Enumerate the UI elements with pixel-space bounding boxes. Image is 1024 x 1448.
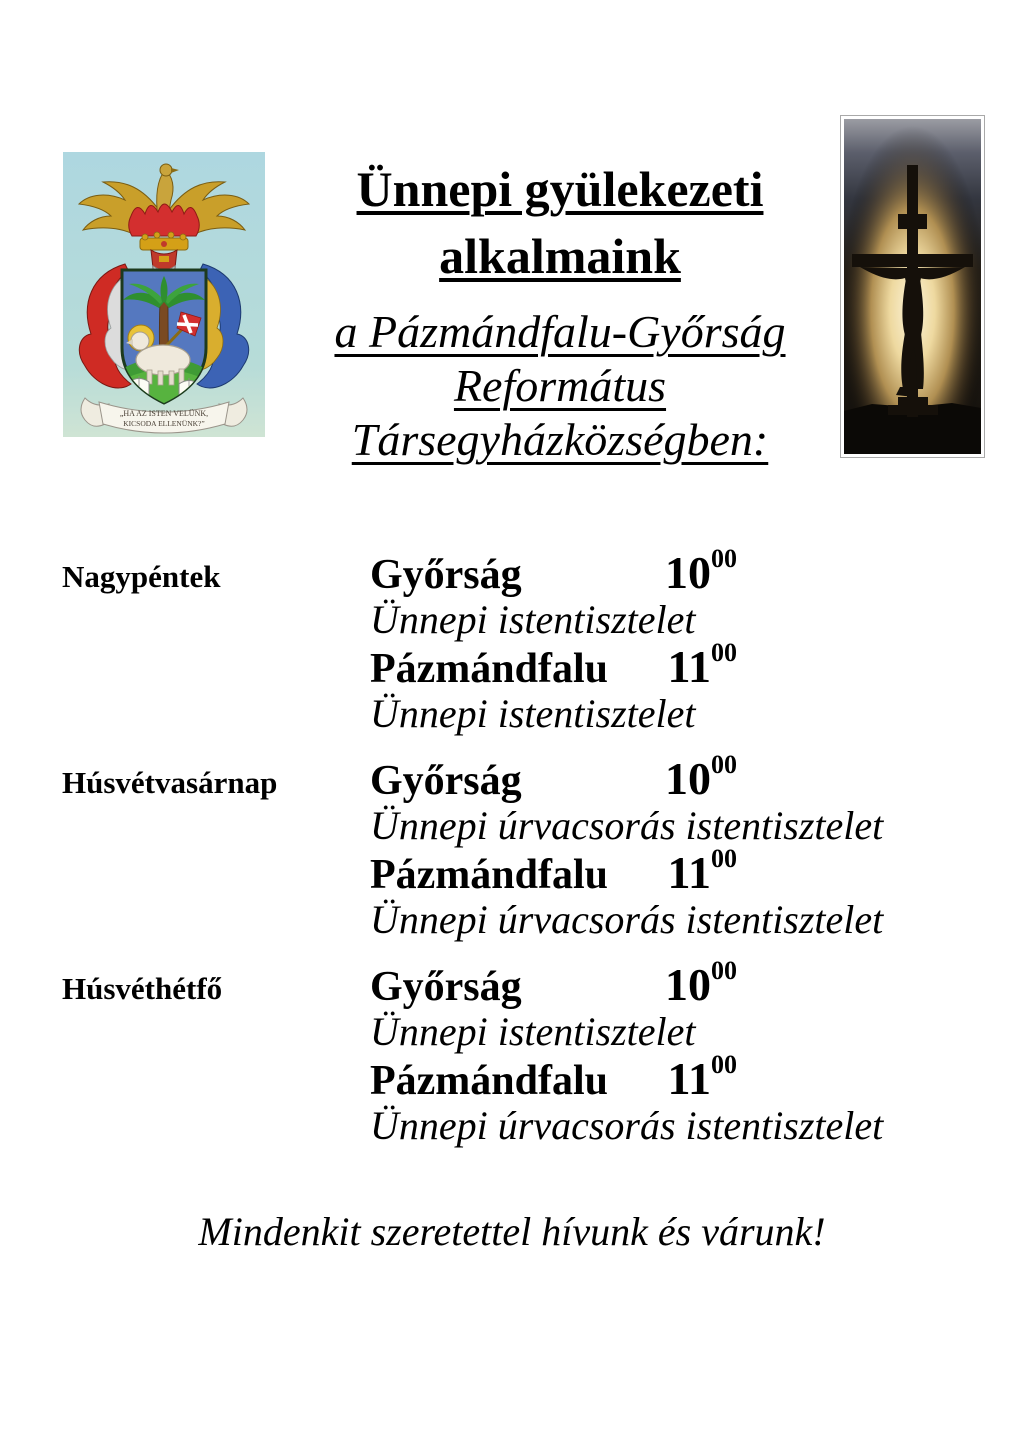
service-minutes: 00: [711, 844, 737, 873]
service-time: [667, 844, 737, 898]
service-description: Ünnepi úrvacsorás istentisztelet: [370, 897, 884, 942]
coat-of-arms-image: [63, 152, 265, 437]
service-minutes: 00: [711, 544, 737, 573]
schedule-row-husvethetfo: [62, 956, 922, 1149]
service-minutes: 00: [711, 750, 737, 779]
motto-text-line1: „HA AZ ISTEN VELÜNK,: [119, 409, 209, 418]
service-time: [665, 750, 737, 804]
title-line-1: Ünnepi gyülekezeti: [356, 161, 764, 217]
subtitle-line-1: a Pázmándfalu-Győrság: [334, 306, 786, 357]
coat-of-arms-graphic: [63, 152, 265, 437]
service-time: [667, 638, 737, 692]
service-place-time: [370, 750, 737, 804]
service-description: Ünnepi istentisztelet: [370, 597, 696, 642]
schedule-day-label: Húsvétvasárnap: [62, 765, 278, 800]
service-hour: 11: [667, 847, 711, 898]
subtitle-line-3: Társegyházközségben:: [351, 414, 769, 465]
service-minutes: 00: [711, 638, 737, 667]
page-subtitle: [318, 305, 802, 467]
service-place-time: [370, 956, 737, 1010]
service-place-time: [370, 844, 737, 898]
service-hour: 10: [665, 959, 711, 1010]
crucifix-photo: [840, 115, 985, 458]
service-time: [667, 1050, 737, 1104]
schedule-row-husvetvasarnap: [62, 750, 922, 943]
schedule-row-nagypentek: [62, 544, 922, 737]
service-hour: 11: [667, 1053, 711, 1104]
schedule-services: [370, 544, 922, 737]
service-description: Ünnepi úrvacsorás istentisztelet: [370, 803, 884, 848]
service-time: [665, 956, 737, 1010]
service-schedule: [62, 544, 922, 1167]
title-block: [318, 156, 802, 467]
service-place: Pázmándfalu: [370, 1058, 609, 1104]
schedule-services: [370, 750, 922, 943]
schedule-day-label: Húsvéthétfő: [62, 971, 223, 1006]
service-description: Ünnepi istentisztelet: [370, 691, 696, 736]
schedule-services: [370, 956, 922, 1149]
service-place: Győrság: [370, 758, 522, 804]
subtitle-line-2: Református: [453, 360, 667, 411]
plume: [129, 204, 200, 236]
service-place: Győrság: [370, 964, 522, 1010]
service-hour: 10: [665, 753, 711, 804]
service-place: Győrság: [370, 552, 522, 598]
title-line-2: alkalmaink: [439, 228, 681, 284]
closing-invitation: Mindenkit szeretettel hívunk és várunk!: [198, 1209, 826, 1254]
service-place: Pázmándfalu: [370, 646, 609, 692]
service-place-time: [370, 1050, 737, 1104]
motto-text-line2: KICSODA ELLENÜNK?”: [123, 419, 205, 428]
service-minutes: 00: [711, 956, 737, 985]
service-hour: 11: [667, 641, 711, 692]
page-title: [318, 156, 802, 290]
service-description: Ünnepi istentisztelet: [370, 1009, 696, 1054]
service-place-time: [370, 638, 737, 692]
service-description: Ünnepi úrvacsorás istentisztelet: [370, 1103, 884, 1148]
service-place-time: [370, 544, 737, 598]
service-time: [665, 544, 737, 598]
crucifix-graphic: [844, 119, 981, 454]
schedule-day-label: Nagypéntek: [62, 559, 221, 594]
service-hour: 10: [665, 547, 711, 598]
service-minutes: 00: [711, 1050, 737, 1079]
service-place: Pázmándfalu: [370, 852, 609, 898]
